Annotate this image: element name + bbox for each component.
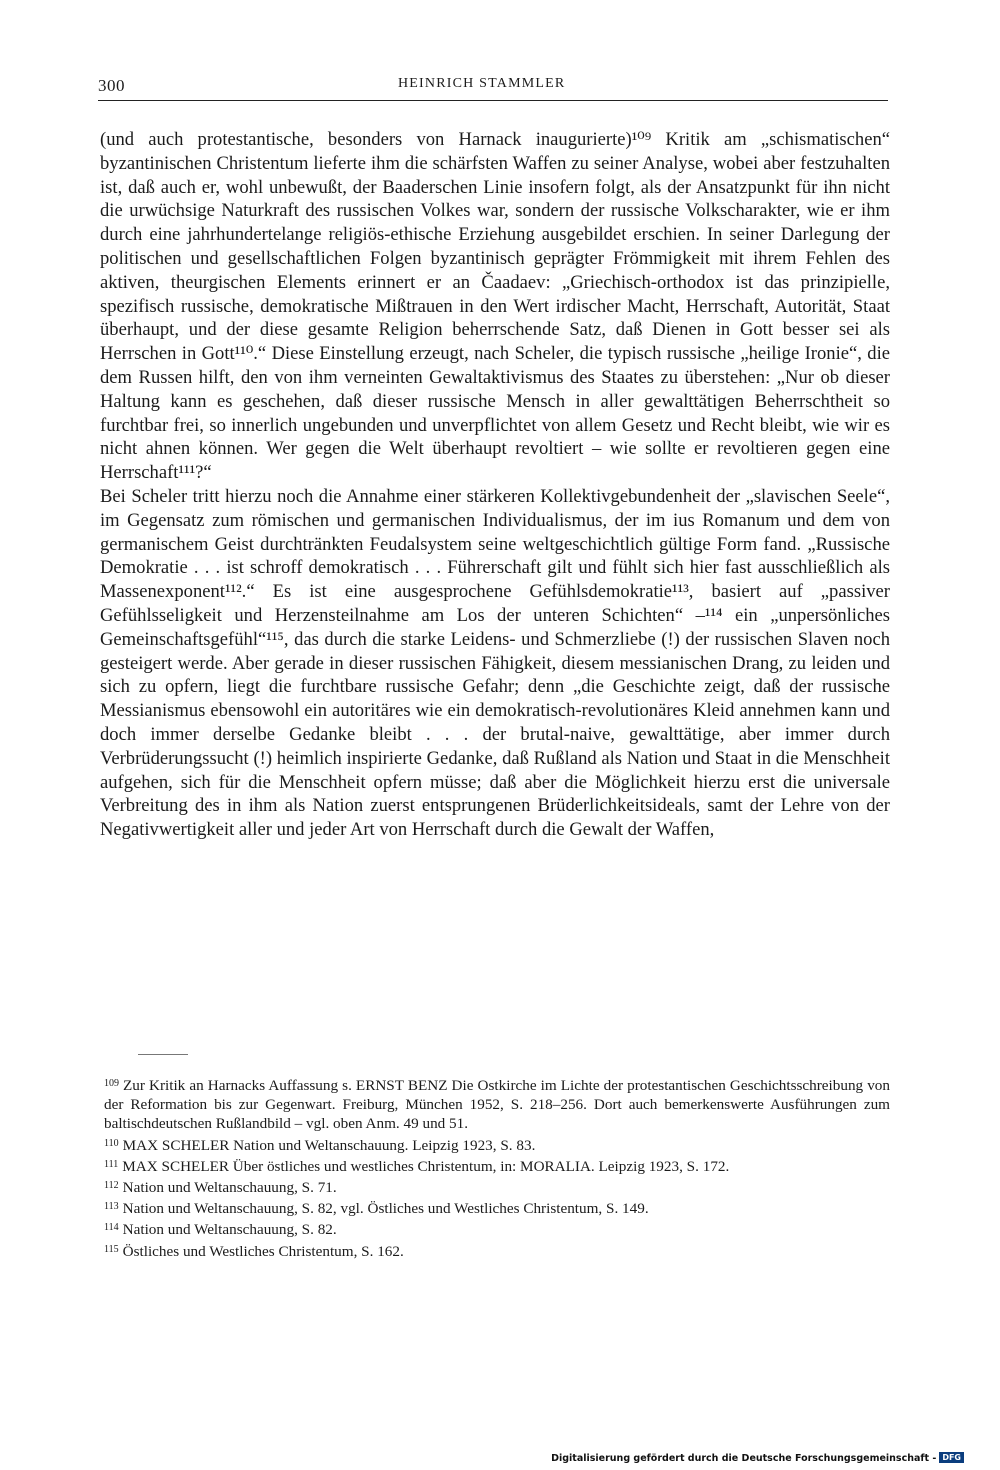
footnote-text: MAX SCHELER Über östliches und westliches Christentum, in: MORALIA. Leipzig 1923, S. 172.	[122, 1157, 730, 1175]
footnote-mark: 109	[104, 1078, 119, 1089]
footnote-mark: 110	[104, 1137, 119, 1149]
footnote-mark: 112	[104, 1180, 119, 1192]
footnote-112	[104, 1176, 890, 1197]
footnote-text: Nation und Weltanschauung, S. 82, vgl. Östliches und Westliches Christentum, S. 149.	[122, 1200, 649, 1218]
footnote-mark: 111	[104, 1158, 119, 1170]
main-text	[100, 128, 890, 842]
paragraph-1: (und auch protestantische, besonders von Harnack inaugurierte)¹⁰⁹ Kritik am „schismatischen“ byzantinischen Christentum lieferte ihm die schärfsten Waffen zu seiner Analyse, wobei aber festzuhalten ist, daß auch er, wohl unbewußt, der Baaderschen Linie insofern folgt, als der Ansatzpunkt für ihn nicht die urwüchsige Naturkraft des russischen Volkes war, sondern der russische Volkscharakter, wie er ihm durch eine jahrhundertelange religiös-ethische Erziehung ausgebildet erschien. In seiner Darlegung der politischen und gesellschaftlichen Folgen byzantinisch geprägter Frömmigkeit mit ihrem Fehlen des aktiven, theurgischen Elements erinnert er an Čaadaev: „Griechisch-orthodox ist das prinzipielle, spezifisch russische, demokratische Mißtrauen in den Wert irdischer Macht, Herrschaft, Autorität, Staat überhaupt, und der diese gesamte Religion beherrschende Satz, daß Dienen in Gott besser sei als Herrschen in Gott¹¹⁰.“ Diese Einstellung erzeugt, nach Scheler, die typisch russische „heilige Ironie“, die dem Russen hilft, den von ihm verneinten Gewaltaktivismus des Staates zu überstehen: „Nur ob dieser Haltung kann es geschehen, daß dieser russische Mensch in aller gewalttätigen Beherrschtheit so furchtbar frei, so innerlich ungebunden und unverpflichtet von allem Gesetz und Recht bleibt, wie wir es nicht ahnen können. Wer gegen die Welt überhaupt revoltiert – wie sollte er revoltieren gegen eine Herrschaft¹¹¹?“	[100, 129, 890, 484]
footnote-mark: 114	[104, 1222, 119, 1234]
running-head	[98, 76, 888, 101]
footnote-text: MAX SCHELER Nation und Weltanschauung. Leipzig 1923, S. 83.	[122, 1136, 536, 1154]
footnote-114	[104, 1218, 890, 1239]
footnote-text: Nation und Weltanschauung, S. 82.	[122, 1221, 337, 1239]
running-title: HEINRICH STAMMLER	[398, 76, 566, 91]
credit-text: Digitalisierung gefördert durch die Deutsche Forschungsgemeinschaft -	[551, 1453, 937, 1464]
page-number: 300	[98, 76, 125, 95]
footnote-text: Nation und Weltanschauung, S. 71.	[122, 1179, 337, 1197]
footnote-mark: 115	[104, 1243, 119, 1255]
footnote-115	[104, 1240, 890, 1261]
footnote-text: Zur Kritik an Harnacks Auffassung s. ERNST BENZ Die Ostkirche im Lichte der protestantischen Geschichtsschreibung von der Reformation bis zur Gegenwart. Freiburg, München 1952, S. 218–256. Dort auch bemerkenswerte Ausführungen zum baltischdeutschen Rußlandbild – vgl. oben Anm. 49 und 51.	[104, 1077, 890, 1133]
footnote-separator	[138, 1054, 188, 1055]
footnote-110	[104, 1134, 890, 1155]
dfg-logo: DFG	[939, 1452, 964, 1463]
footnote-109	[104, 1074, 890, 1134]
footnote-113	[104, 1197, 890, 1218]
footnote-mark: 113	[104, 1201, 119, 1213]
footnote-text: Östliches und Westliches Christentum, S. 162.	[122, 1242, 404, 1260]
digitization-credit	[551, 1452, 964, 1464]
footnotes	[104, 1074, 890, 1261]
paragraph-2: Bei Scheler tritt hierzu noch die Annahme einer stärkeren Kollektivgebundenheit der „slavischen Seele“, im Gegensatz zum römischen und germanischen Individualismus, der im ius Romanum und dem von germanischem Geist durchtränkten Feudalsystem seine weltgeschichtlich gültige Form fand. „Russische Demokratie . . . ist schroff demokratisch . . . Führerschaft gilt und fühlt sich hier fast ausschließlich als Massenexponent¹¹².“ Es ist eine ausgesprochene Gefühlsdemokratie¹¹³, basiert auf „passiver Gefühlsseligkeit und Herzensteilnahme am Los der unteren Schichten“ –¹¹⁴ ein „unpersönliches Gemeinschaftsgefühl“¹¹⁵, das durch die starke Leidens- und Schmerzliebe (!) der russischen Slaven noch gesteigert werde. Aber gerade in dieser russischen Fähigkeit, diesem messianischen Drang, zu leiden und sich zu opfern, liegt die furchtbare russische Gefahr; denn „die Geschichte zeigt, daß der russische Messianismus ebensowohl ein autoritäres wie ein demokratisch-revolutionäres Kleid annehmen kann und doch immer derselbe Gedanke bleibt . . . der brutal-naive, gewalttätige, aber immer durch Verbrüderungssucht (!) heimlich inspirierte Gedanke, daß Rußland als Nation und Staat in die Menschheit aufgehen, sich für die Menschheit opfern müsse; daß aber die Möglichkeit hierzu erst die universale Verbreitung des in ihm als Nation zuerst entsprungenen Brüderlichkeitsideals, samt der Lehre von der Negativwertigkeit aller und jeder Art von Herrschaft durch die Gewalt der Waffen,	[100, 485, 890, 841]
footnote-111	[104, 1155, 890, 1176]
